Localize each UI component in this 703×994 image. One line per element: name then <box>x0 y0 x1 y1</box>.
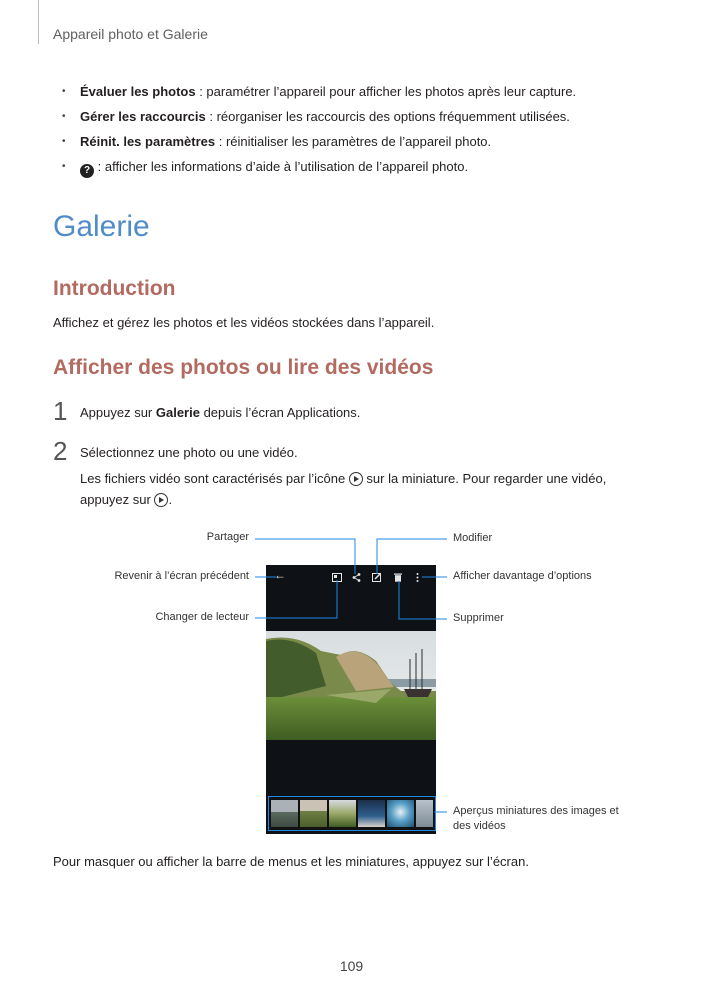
list-item: • Gérer les raccourcis : réorganiser les raccourcis des options fréquemment utilisées. <box>62 109 662 134</box>
list-item: • Réinit. les paramètres : réinitialiser les paramètres de l’appareil photo. <box>62 134 662 159</box>
section-header: Appareil photo et Galerie <box>53 26 208 42</box>
video-note-line: Les fichiers vidéo sont caractérisés par l’icône sur la miniature. Pour regarder une vidéo, <box>80 471 607 486</box>
intro-heading: Introduction <box>53 277 176 300</box>
callout-more: Afficher davantage d’options <box>453 570 592 582</box>
footer-text: Pour masquer ou afficher la barre de menus et les miniatures, appuyez sur l’écran. <box>53 854 529 869</box>
step-text: Sélectionnez une photo ou une vidéo. <box>80 445 298 460</box>
back-arrow-icon[interactable]: ← <box>274 568 286 582</box>
help-icon: ? <box>80 164 94 178</box>
callout-edit: Modifier <box>453 532 493 544</box>
step-number: 1 <box>53 396 68 426</box>
step-text: Appuyez sur Galerie depuis l’écran Applications. <box>80 405 361 420</box>
page-title: Galerie <box>53 210 150 243</box>
intro-text: Affichez et gérez les photos et les vidéos stockées dans l’appareil. <box>53 315 435 330</box>
list-item: • Évaluer les photos : paramétrer l’appareil pour afficher les photos après leur capture. <box>62 84 662 109</box>
callout-player: Changer de lecteur <box>155 611 249 623</box>
callout-thumbs-cont: des vidéos <box>453 820 506 832</box>
callout-thumbs: Aperçus miniatures des images et <box>453 805 619 817</box>
page-number: 109 <box>339 958 364 974</box>
list-item: • ? : afficher les informations d’aide à l’utilisation de l’appareil photo. <box>62 159 662 184</box>
view-heading: Afficher des photos ou lire des vidéos <box>53 356 434 379</box>
callout-back: Revenir à l’écran précédent <box>114 570 249 582</box>
callout-share: Partager <box>206 531 249 543</box>
callout-delete: Supprimer <box>453 612 504 624</box>
video-note-line: appuyez sur . <box>80 492 173 507</box>
step-number: 2 <box>53 436 68 466</box>
